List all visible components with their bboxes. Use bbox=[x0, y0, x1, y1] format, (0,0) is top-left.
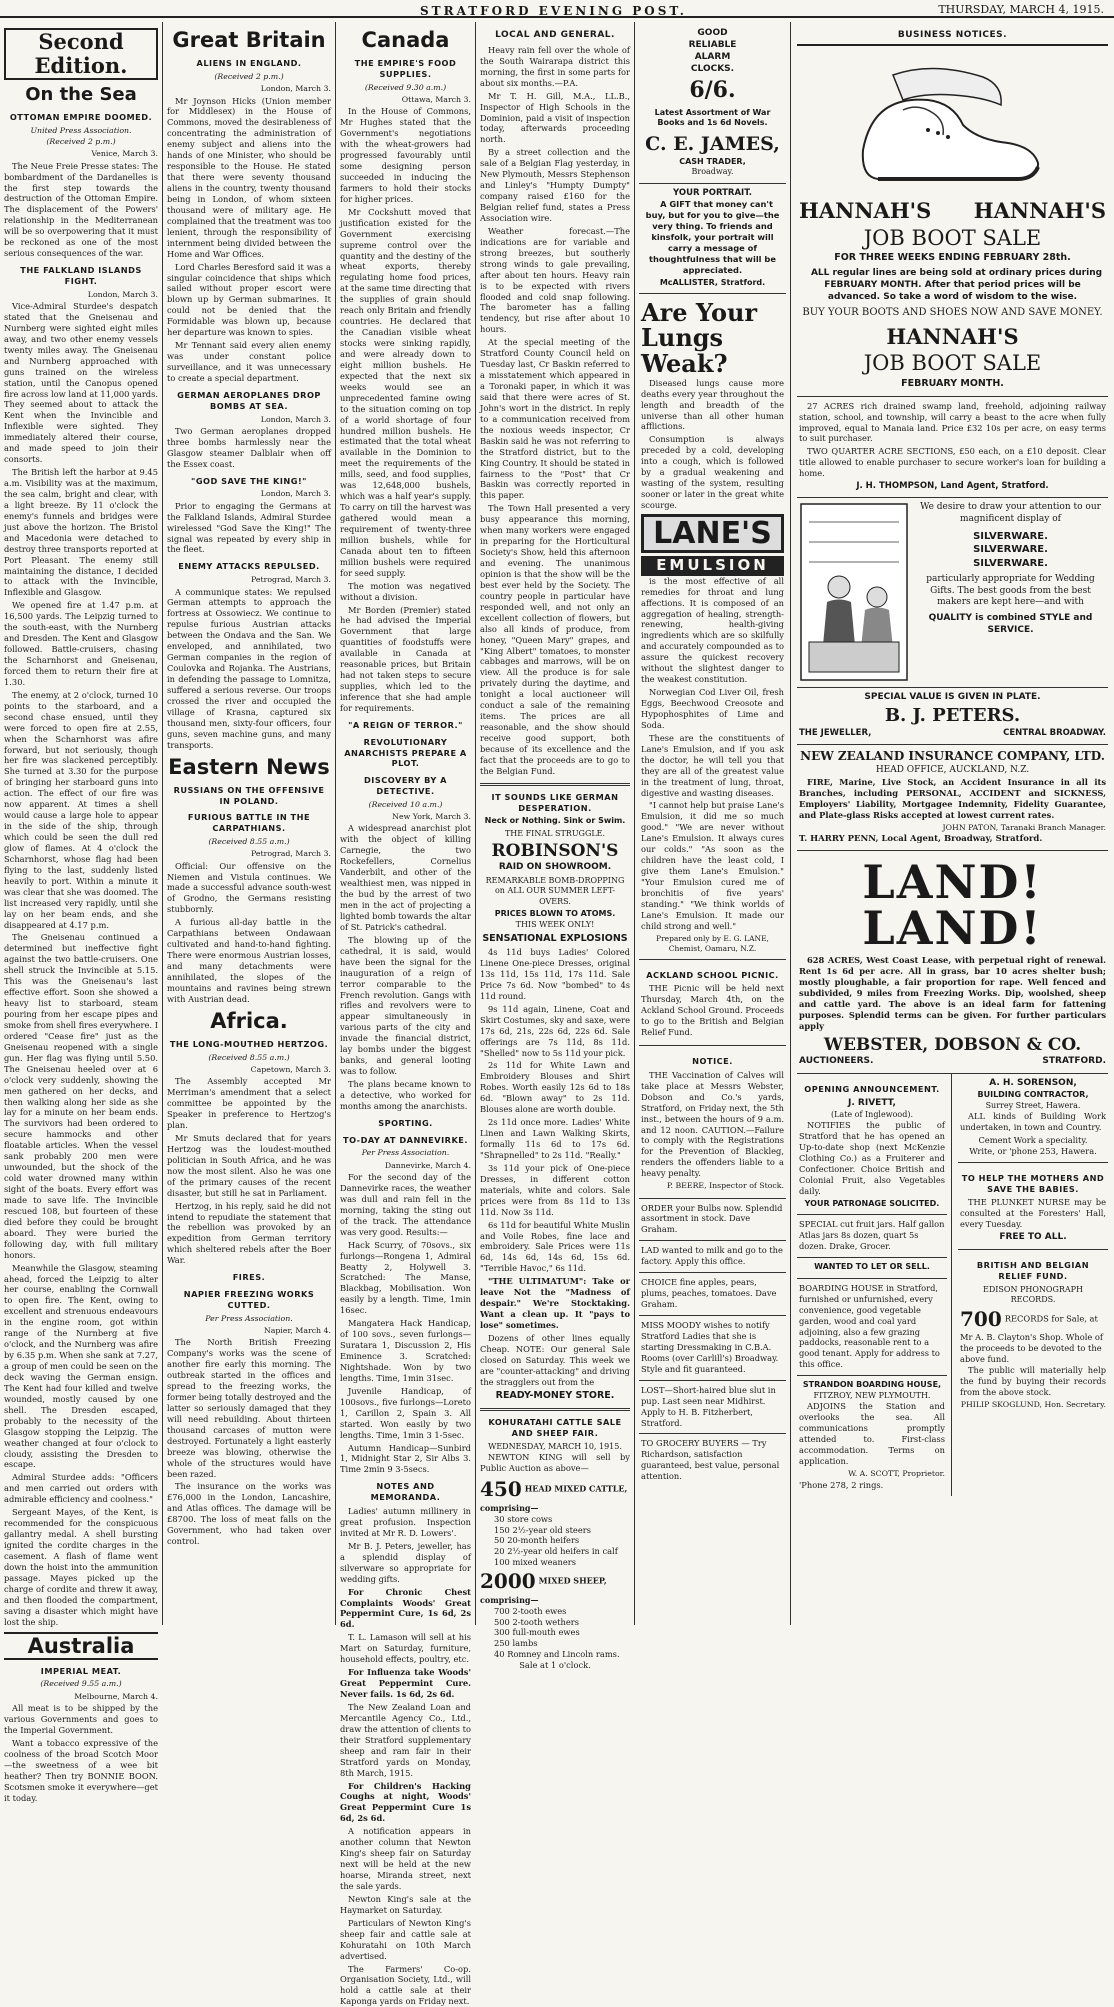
store-name-row bbox=[799, 197, 1106, 225]
ad-body: TWO QUARTER ACRE SECTIONS, £50 each, on a £10 deposit. Clear title allowed to enable purchaser to secure worker's loan for building a home. bbox=[799, 446, 1106, 479]
lanes-emulsion-advertisement bbox=[639, 294, 786, 959]
received-time: (Received 10 a.m.) bbox=[368, 799, 443, 809]
ad-line: PRICES BLOWN TO ATOMS. bbox=[494, 909, 616, 919]
ad-signature: T. HARRY PENN, Local Agent, Broadway, Stratford. bbox=[799, 833, 1043, 844]
article-paragraph: Mr Borden (Premier) stated he had advised the Imperial Government that large quantities of foodstuffs were available in Canada at reasonable prices, but Britain had not taken steps to secure supplies, which led to the inference that she had ample for requirements. bbox=[340, 604, 471, 713]
article-paragraph: Mr Joynson Hicks (Union member for Middlesex) in the House of Commons, moved the desirableness of concentrating the administration of enemy subject and aliens into the hands of one Minister, who should be responsible to the House. He stated that there were seventy thousand aliens in the country, twenty thousand being in London, of whom sixteen thousand were of military age. He complained that the treatment was too lenient, through the responsibility of internment being divided between the Home and War Offices. bbox=[167, 95, 331, 259]
article-paragraph: Prior to engaging the Germans at the Falkland Islands, Admiral Sturdee wirelessed "God Save the King!" The signal was repeated by every ship in the fleet. bbox=[167, 500, 331, 555]
received-time: (Received 8.55 a.m.) bbox=[208, 837, 290, 847]
divider bbox=[480, 1408, 630, 1411]
auctioneer-name: WEBSTER, DOBSON & CO. bbox=[823, 1034, 1082, 1055]
trader-name: C. E. JAMES, bbox=[645, 132, 780, 155]
article-paragraph: Mr B. J. Peters, jeweller, has a splendid display of silverware so appropriate for wedding gifts. bbox=[340, 1540, 471, 1584]
article-paragraph: The Gneisenau continued a determined but ineffective fight against the two battle-cruisers. One shell struck the Invincible at 5.15. This was the Gneisenau's last effective effort. Soon she showed a heavy list to starboard, steam pouring from her escape pipes and smoke from shell fires everywhere. I ordered "Cease fire" just as the Gneisenau reopened with a single gun. Her flag was flying until 5.50. The Gneisenau heeled over at 6 o'clock very suddenly, showing the men gathered on her decks, and then walking along her side as she lay for a minute on her beam ends. The survivors had been ordered to secure hammocks and other floatable articles. When the vessel sank probably 200 men were unwounded, but the shock of the cold water drowned many within sight of the boats. Every effort was made to save life. The Invincible rescued 108, but fourteen of these died before they could be brought aboard. They were buried the following day, with full military honors. bbox=[4, 932, 158, 1260]
article-paragraph: Ladies' autumn millinery in great profusion. Inspection invited at Mr R. D. Lowers'. bbox=[340, 1506, 471, 1538]
column-ads-center bbox=[635, 22, 790, 1625]
ad-line: Surrey Street, Hawera. bbox=[985, 1100, 1081, 1110]
ad-line: BUY YOUR BOOTS AND SHOES NOW AND SAVE MONEY. bbox=[802, 307, 1103, 319]
ad-body: Cement Work a speciality. bbox=[978, 1134, 1088, 1145]
dateline: London, March 3. bbox=[87, 289, 158, 299]
ad-heading: LAND! LAND! bbox=[862, 855, 1043, 956]
ad-signature: PHILIP SKOGLUND, Hon. Secretary. bbox=[960, 1399, 1106, 1409]
article-paragraph: Mr T. H. Gill, M.A., LL.B., Inspector of High Schools in the Dominion, paid a visit of inspection today, afterwards proceeding north. bbox=[480, 90, 630, 145]
article-paragraph: All meat is to be shipped by the various Governments and goes to the Imperial Government. bbox=[4, 1703, 158, 1735]
ad-body: ALL regular lines are being sold at ordinary prices during FEBRUARY MONTH. After that period prices will be advanced. So take a word of wisdom to the wise. bbox=[810, 267, 1103, 302]
ad-item: NEWTON KING will sell by Public Auction as above— bbox=[480, 1452, 630, 1474]
received-time: (Received 2 p.m.) bbox=[46, 137, 116, 147]
ad-line: CASH TRADER, bbox=[679, 156, 746, 166]
ad-body: ADJOINS the Station and overlooks the sea. All communications promptly attended to. First-class accommodation. Terms on application. bbox=[799, 1401, 945, 1467]
article-paragraph: Autumn Handicap—Sunbird 1, Midnight Star 2, Sir Albs 3. Time 2min 9 3-5secs. bbox=[340, 1442, 471, 1475]
ad-signature: W. A. SCOTT, Proprietor. bbox=[848, 1469, 945, 1479]
article-paragraph: Want a tobacco expressive of the coolness of the broad Scotch Moor—the sweetness of a wee bit heather? Then try BONNIE BOON. Scotsmen smoke it everywhere—get it today. bbox=[4, 1737, 158, 1803]
ad-body: THE PLUNKET NURSE may be consulted at the Foresters' Hall, every Tuesday. bbox=[960, 1197, 1106, 1230]
agency-line: Per Press Association. bbox=[361, 1148, 450, 1158]
ad-line: READY-MONEY STORE. bbox=[495, 1389, 615, 1401]
article-headline: IMPERIAL MEAT. bbox=[40, 1665, 122, 1676]
plunket-advertisement bbox=[958, 1163, 1108, 1250]
ad-line: 'Phone 278, 2 rings. bbox=[799, 1480, 884, 1491]
article-headline: ENEMY ATTACKS REPULSED. bbox=[178, 561, 320, 572]
ad-subheading: FOR THREE WEEKS ENDING FEBRUARY 28th. bbox=[834, 252, 1071, 264]
ad-line: FREE TO ALL. bbox=[999, 1232, 1067, 1243]
auctioneer-row bbox=[799, 1056, 1106, 1068]
article-paragraph: A widespread anarchist plot with the object of killing Carnegie, the two Rockefellers, Cornelius Vanderbilt, and other of the wealthiest men, was nipped in the bud by the arrest of two men in the act of projecting a lighted bomb towards the altar of St. Patrick's cathedral. bbox=[340, 823, 471, 932]
article-paragraph: The plans became known to a detective, who worked for months among the anarchists. bbox=[340, 1079, 471, 1111]
article-paragraph: Juvenile Handicap, of 100sovs., five furlongs—Loreto 1, Carillon 2, Spain 3. All started. Won easily by two lengths. Time, 1min 3 1-5sec. bbox=[340, 1385, 471, 1440]
column-war-sea bbox=[0, 22, 162, 1803]
article-paragraph: A furious all-day battle in the Carpathians between Ondawaan cultivated and hand-to-hand fighting. There were enormous Austrian losses, and many detachments were annihilated, the slopes of the mountains and ravines being strewn with Austrian dead. bbox=[167, 917, 331, 1004]
ad-line: CENTRAL BROADWAY. bbox=[1003, 728, 1106, 739]
article-paragraph: T. L. Lamason will sell at his Mart on Saturday, furniture, household effects, poultry, etc. bbox=[340, 1632, 471, 1665]
section-heading: Africa. bbox=[210, 1008, 288, 1033]
jeweller-address-row bbox=[799, 728, 1106, 739]
article-paragraph: The British left the harbor at 9.45 a.m. Visibility was at the maximum, the sea calm, bright and clear, with a light breeze. By 11 o'clock the enemy's funnels and bridges were just above the horizon. The Bristol and Macedonia were detached to destroy three transports reported at Port Pleasant. The enemy still maintaining the distance, I decided to attack with the Invincible, Inflexible and Glasgow. bbox=[4, 467, 158, 598]
ad-heading: STRANDON BOARDING HOUSE, bbox=[802, 1380, 942, 1390]
ad-line: BUILDING CONTRACTOR, bbox=[977, 1089, 1089, 1099]
ad-heading: JOB BOOT SALE bbox=[863, 225, 1042, 250]
section-heading: Australia bbox=[4, 1632, 158, 1660]
column-local bbox=[476, 22, 634, 1671]
article-paragraph: Lord Charles Beresford said it was a singular coincidence that ships which sailed without proper escort were blown up by German submarines. It could not be denied that the Formidable was blown up, because her departure was known to spies. bbox=[167, 261, 331, 338]
article-headline: "A REIGN OF TERROR." bbox=[348, 719, 463, 730]
article-paragraph: Mangatera Hack Handicap, of 100 sovs., seven furlongs—Suratara 1, Discussion 2, His Eminence 3. Scratched: Nightshade. Won by two lengths. Time, 1min 31sec. bbox=[340, 1318, 471, 1383]
article-paragraph: Sergeant Mayes, of the Kent, is recommended for the conspicuous gallantry medal. A shell bursting ignited the cordite charges in the casement. A flash of flame went down the hoist into the ammunition passage. Mayes picked up the charge of cordite and threw it away, and then flooded the compartment, saving a disaster which might have lost the ship. bbox=[4, 1507, 158, 1627]
sheep-list: 700 2-tooth ewes 500 2-tooth wethers 300 full-mouth ewes 250 lambs 40 Romney and Lincoln rams. bbox=[494, 1605, 620, 1660]
shop-owner: J. RIVETT, bbox=[848, 1097, 896, 1108]
newspaper-title: STRATFORD EVENING POST. bbox=[420, 4, 687, 18]
ad-line: RAID ON SHOWROOM. bbox=[498, 861, 612, 872]
section-heading: BUSINESS NOTICES. bbox=[797, 30, 1108, 46]
store-name: HANNAH'S bbox=[973, 197, 1106, 223]
ad-heading: YOUR PORTRAIT. bbox=[673, 187, 752, 198]
ad-signature: JOHN PATON, Taranaki Branch Manager. bbox=[942, 822, 1106, 832]
ad-footer: Prepared only by E. G. LANE, Chemist, Oamaru, N.Z. bbox=[656, 933, 769, 953]
ad-line: Neck or Nothing. Sink or Swim. bbox=[484, 816, 626, 826]
classified-ad: BOARDING HOUSE in Stratford, furnished or unfurnished, every convenience, good vegetable garden, wood and coal yard adjoining, also a few grazing paddocks, reasonable rent to a good tenant. Apply for address to this office. bbox=[797, 1279, 947, 1377]
section-heading: On the Sea bbox=[25, 84, 137, 106]
boot-illustration bbox=[833, 55, 1073, 195]
article-paragraph: For Chronic Chest Complaints Woods' Great Peppermint Cure, 1s 6d, 2s 6d. bbox=[340, 1586, 471, 1630]
studio-name: McALLISTER, Stratford. bbox=[659, 277, 766, 287]
ad-line: Latest Assortment of War Books and 1s 6d Novels. bbox=[654, 107, 771, 128]
article-paragraph: For the second day of the Dannevirke races, the weather was dull and rain fell in the morning, taking the sting out of the track. The attendance was very good. Results:— bbox=[340, 1172, 471, 1237]
article-paragraph: Official: Our offensive on the Niemen and Vistula continues. We made a successful advance south-west of Grodno, the Germans resisting stubbornly. bbox=[167, 860, 331, 915]
article-paragraph: Hack Scurry, of 70sovs., six furlongs—Rongena 1, Admiral Beatty 2, Holywell 3. Scratched: The Manse, Blackbag, Mobilisation. Won easily by a length. Time, 1min 16sec. bbox=[340, 1239, 471, 1316]
article-headline: OTTOMAN EMPIRE DOOMED. bbox=[9, 111, 153, 122]
ad-line: QUALITY is combined STYLE and SERVICE. bbox=[928, 613, 1093, 636]
article-paragraph: We opened fire at 1.47 p.m. at 16,500 yards. The Leipzig turned to the south-east, with the Nurnberg and Dresden. The Kent and Glasgow followed. Battle-cruisers, chasing the Scharnhorst and Gneisenau, forced them to return their fire at 1.30. bbox=[4, 600, 158, 687]
article-headline: ALIENS IN ENGLAND. bbox=[196, 58, 302, 69]
ad-line: Broadway. bbox=[691, 167, 734, 177]
ad-line: ALARM bbox=[694, 51, 731, 62]
article-paragraph: A notification appears in another column that Newton King's sheep fair on Saturday next will be held at the new hoarse, Miranda street, next the sale yards. bbox=[340, 1826, 471, 1891]
shop-illustration bbox=[799, 502, 909, 682]
ad-body: Norwegian Cod Liver Oil, fresh Eggs, Beechwood Creosote and Hypophosphites of Lime and Soda. bbox=[641, 687, 784, 730]
article-headline: FIRES. bbox=[232, 1272, 266, 1283]
received-time: (Received 9.55 a.m.) bbox=[40, 1679, 122, 1689]
ad-line: Sale at 1 o'clock. bbox=[519, 1660, 591, 1671]
section-heading: Great Britain bbox=[172, 28, 326, 52]
ad-item: 2s 11d once more. Ladies' White Linen and Lawn Walking Skirts, formally 11s 6d to 17s 6d. "Shrapnelled" to 2s 11d. "Really." bbox=[480, 1117, 630, 1160]
column-britain bbox=[163, 22, 335, 1625]
article-paragraph: A communique states: We repulsed German attempts to approach the fortress at Ossowiecz. We continue to repulse furious Austrian attacks between the Ondava and the San. We enveloped, and annihilated, two German companies in the region of Coulovka and Rojanka. The Austrians, in defending the passage to Lomnitza, suffered a serious reverse. Our troops crossed the river and occupied the village of Krasna, captured six thousand men, sixty-four officers, four guns, seven machine guns, and many transports. bbox=[167, 586, 331, 750]
record-count: 700 bbox=[960, 1306, 1002, 1331]
ad-body: 27 ACRES rich drained swamp land, freehold, adjoining railway station, school, and township, will carry a beast to the acre when fully improved, equal to Manaia land. Price £32 10s per acre, on easy terms to suit purchaser. bbox=[799, 400, 1106, 444]
article-paragraph: Mr Cockshutt moved that justification existed for the Government exercising supreme control over the quantity and the destiny of the wheat exports, thereby regulating home food prices, at the same time directing that the supplies of grain should reach only Britain and friendly countries. He declared that the Canadian visible wheat stocks were sinking rapidly, and were already down to eight million bushels. He expected that the next six weeks would see an unprecedented famine owing to the situation coming on top of a world shortage of four hundred million bushels. He estimated that the total wheat available in the Dominion to meet the requirements of the mills, seed, and food supplies, was 12,648,000 bushels, which was a half year's supply. To carry on till the harvest was gathered would mean a requirement of twenty-three million bushels, while for Canada about ten to fifteen million bushels were required for seed supply. bbox=[340, 206, 471, 578]
article-paragraph: By a street collection and the sale of a Belgian Flag yesterday, in New Plymouth, Messrs Stephenson and Linley's "Humpty Dumpty" company raised £160 for the Belgian relief fund, states a Press Association wire. bbox=[480, 147, 630, 223]
boarding-house-advertisement bbox=[797, 1376, 947, 1496]
dateline: Capetown, March 3. bbox=[250, 1065, 331, 1075]
ad-heading: TO HELP THE MOTHERS AND SAVE THE BABIES. bbox=[961, 1172, 1105, 1194]
vaccination-notice bbox=[639, 1046, 786, 1198]
classified-ad: TO GROCERY BUYERS — Try Richardson, satisfaction guaranteed, best value, personal attention. bbox=[641, 1438, 780, 1482]
bottom-ads-split bbox=[797, 1074, 1108, 1496]
kohuratahi-sale-advertisement bbox=[480, 1417, 630, 1671]
dateline: Dannevirke, March 4. bbox=[384, 1160, 471, 1170]
article-paragraph: The motion was negatived without a division. bbox=[340, 580, 471, 602]
column-canada bbox=[336, 22, 475, 2007]
jeweller-advertisement bbox=[797, 498, 1108, 688]
ad-line: SILVERWARE. bbox=[973, 531, 1048, 543]
ad-body: NOTIFIES the public of Stratford that he has opened an Up-to-date shop (next McKenzie Clothing Co.) as a Fruiterer and Confectioner. Choice British and Colonial Fruit, also Vegetables daily. bbox=[799, 1120, 945, 1196]
ad-body: We desire to draw your attention to our magnificent display of bbox=[920, 502, 1101, 525]
dateline: Venice, March 3. bbox=[91, 149, 158, 159]
bottom-ads-left bbox=[797, 1074, 952, 1496]
sheep-count: 2000 bbox=[480, 1569, 536, 1594]
ad-body: "I cannot help but praise Lane's Emulsion, it did me so much good." "We are never without Lane's Emulsion. It always cures our colds." "As soon as the children have the least cold, I give them Lane's Emulsion." "Your Emulsion cured me of bronchitis of five years' standing." "We think worlds of Lane's Emulsion. It made our child strong and well." bbox=[641, 800, 784, 931]
ad-item: 2s 11d for White Lawn and Embroidery Blouses and Shirt Robes. Worth easily 12s 6d to 18s 6d. "Blown away" to 2s 11d. Blouses alone are worth double. bbox=[480, 1060, 630, 1115]
article-paragraph: The New Zealand Loan and Mercantile Agency Co., Ltd., draw the attention of clients to their Stratford supplementary sheep and ram fair in their Stratford yards on Monday, 8th March, 1915. bbox=[340, 1701, 471, 1778]
divider bbox=[480, 783, 630, 786]
ad-body: Diseased lungs cause more deaths every year throughout the length and breadth of the universe than all other human afflictions. bbox=[641, 377, 784, 432]
article-headline: SPORTING. bbox=[378, 1117, 433, 1128]
ad-line: GOOD bbox=[697, 28, 728, 38]
land-sale-advertisement bbox=[797, 851, 1108, 1074]
ad-item: 6s 11d for beautiful White Muslin and Voile Robes, fine lace and embroidery. Sale Prices were 11s 6d, 14s 6d, 14s 6d, 15s 6d. "Terrible Havoc," 6s 11d. bbox=[480, 1219, 630, 1274]
classified-ad: MISS MOODY wishes to notify Stratford Ladies that she is starting Dressmaking in C.B.A. Rooms (over Carlill's) Broadway. Style and fit guaranteed. bbox=[639, 1316, 786, 1381]
ad-body: The public will materially help the fund by buying their records from the above stock. bbox=[960, 1365, 1106, 1397]
ad-body: ALL kinds of Building Work undertaken, in town and Country. bbox=[960, 1111, 1106, 1132]
ad-body: These are the constituents of Lane's Emulsion, and if you ask the doctor, he will tell you that they are all of the greatest value in the treatment of lung, throat, digestive and wasting diseases. bbox=[641, 732, 784, 798]
ad-heading: JOB BOOT SALE bbox=[863, 351, 1042, 376]
ad-signature: P. BEERE, Inspector of Stock. bbox=[666, 1181, 784, 1191]
received-time: (Received 2 p.m.) bbox=[214, 71, 284, 81]
article-paragraph: Weather forecast.—The indications are for variable and strong breezes, but southerly strong winds to gale prevailing, after about ten hours. Heavy rain is to be expected with rivers flooded and cold snap following. The barometer has a falling tendency, but rise after about 10 hours. bbox=[480, 225, 630, 335]
ad-body: RECORDS for Sale, at Mr A. B. Clayton's Shop. Whole of the proceeds to be devoted to the above fund. bbox=[960, 1313, 1103, 1365]
section-heading: Canada bbox=[361, 28, 450, 52]
ad-line: MIXED SHEEP, comprising— bbox=[480, 1575, 607, 1605]
ad-line: THE JEWELLER, bbox=[799, 728, 872, 739]
contractor-name: A. H. SORENSON, bbox=[989, 1078, 1077, 1089]
relief-fund-advertisement bbox=[958, 1250, 1108, 1416]
ad-line: FITZROY, NEW PLYMOUTH. bbox=[813, 1390, 931, 1400]
article-headline: REVOLUTIONARY ANARCHISTS PREPARE A PLOT. bbox=[344, 736, 467, 769]
masthead bbox=[0, 0, 1114, 18]
ad-line: (Late of Inglewood). bbox=[830, 1109, 913, 1119]
article-headline: THE EMPIRE'S FOOD SUPPLIES. bbox=[354, 58, 457, 79]
ad-line: YOUR PATRONAGE SOLICITED. bbox=[804, 1198, 940, 1208]
classified-ad: SPECIAL cut fruit jars. Half gallon Atlas jars 8s dozen, quart 5s dozen. Drake, Grocer. bbox=[797, 1215, 947, 1258]
ad-body: THE Picnic will be held next Thursday, March 4th, on the Ackland School Ground. Proceeds to go to the British and Belgian Relief Fund. bbox=[641, 983, 784, 1038]
article-paragraph: Meanwhile the Glasgow, steaming ahead, forced the Leipzig to alter her course, enabling the Cornwall to open fire. The Kent, owing to excellent and strenuous endeavours in the engine room, got within range of the Nurnberg at five o'clock, and the Nurnberg was afire by 6.35 p.m. When she sank at 7.27, a group of men could be seen on the deck waving the German ensign. The Kent had four killed and twelve wounded, mostly caused by one shell. The Dresden escaped, probably to the necessity of the Glasgow stopping the Leipzig. The weather changed at four o'clock to cloudy, assisting the Dresden to escape. bbox=[4, 1262, 158, 1470]
company-name: NEW ZEALAND INSURANCE COMPANY, LTD. bbox=[800, 749, 1105, 764]
article-headline: NOTES AND MEMORANDA. bbox=[370, 1481, 441, 1503]
ad-line: SPECIAL VALUE IS GIVEN IN PLATE. bbox=[864, 692, 1041, 703]
brand-logo: EMULSION bbox=[641, 556, 784, 576]
ad-line: SENSATIONAL EXPLOSIONS bbox=[482, 932, 628, 944]
article-headline: RUSSIANS ON THE OFFENSIVE IN POLAND. bbox=[173, 784, 325, 806]
article-headline: "GOD SAVE THE KING!" bbox=[191, 475, 307, 486]
ad-item: Dozens of other lines equally Cheap. NOTE: Our general Sale closed on Saturday. This week we are "counter-attacking" and driving the stragglers out from the bbox=[480, 1332, 630, 1387]
ad-line: SILVERWARE. bbox=[973, 557, 1048, 569]
article-headline: THE LONG-MOUTHED HERTZOG. bbox=[169, 1038, 329, 1049]
ad-body: Write, or 'phone 253, Hawera. bbox=[969, 1145, 1097, 1156]
article-headline: FURIOUS BATTLE IN THE CARPATHIANS. bbox=[187, 812, 311, 834]
dateline: London, March 3. bbox=[260, 489, 331, 499]
article-paragraph: The Neue Freie Presse states: The bombardment of the Dardanelles is the first step towards the destruction of the Ottoman Empire. The displacement of the Powers' relationship in the Mediterranean will be so overpowering that it must be reckoned as one of the most serious consequences of the war. bbox=[4, 160, 158, 259]
article-paragraph: The Farmers' Co-op. Organisation Society, Ltd., will hold a cattle sale at their Kaponga yards on Friday next. bbox=[340, 1963, 471, 2007]
ad-heading: IT SOUNDS LIKE GERMAN DESPERATION. bbox=[491, 791, 619, 813]
ad-body: Consumption is always preceded by a cold, developing into a cough, which is followed by a gradual weakening and wasting of the system, resulting sooner or later in the great white scourge. bbox=[641, 434, 784, 510]
dateline: Melbourne, March 4. bbox=[74, 1691, 158, 1701]
cattle-count: 450 bbox=[480, 1477, 522, 1502]
article-paragraph: Vice-Admiral Sturdee's despatch stated that the Gneisenau and Nurnberg were sighted eight miles away, and two other enemy vessels twenty miles away. The Gneisenau and Nurnberg approached with guns trained on the wireless station, until the Canopus opened fire across low land at 11,000 yards. They seemed about to attack the Kent when the Invincible and Inflexible were sighted. They immediately altered their course, and made speed to join their consorts. bbox=[4, 301, 158, 465]
clock-price: 6/6. bbox=[689, 76, 736, 103]
ad-body: particularly appropriate for Wedding Gifts. The best goods from the best makers are kept here—and with bbox=[926, 573, 1095, 608]
article-paragraph: Mr Smuts declared that for years Hertzog was the loudest-mouthed politician in South Africa, and he was now the most silent. Also he was one of the primary causes of the recent disaster, but still he sat in Parliament. bbox=[167, 1132, 331, 1198]
sale-date: WEDNESDAY, MARCH 10, 1915. bbox=[488, 1441, 622, 1451]
article-paragraph: The blowing up of the cathedral, it is said, would have been the signal for the inauguration of a reign of terror comparable to the French revolution. Gangs with rifles and revolvers were to appear simultaneously in various parts of the city and invade the financial district, lay bombs under the biggest banks, and general looting was to follow. bbox=[340, 934, 471, 1077]
article-paragraph: The enemy, at 2 o'clock, turned 10 points to the starboard, and a second chase ensued, until they were forced to open fire at 2.55, when the Scharnhorst was afire forward, but not seriously, though her fire was slackened perceptibly. She turned at 3.30 for the purpose of bringing her starboard guns into action. The effect of our fire was now apparent. At times a shell would cause a large hole to appear in the side of the ship, through which could be seen the dull red glow of flames. At 4 o'clock the Scharnhorst, whose flag had been flying to the last, suddenly listed heavily to port. Within a minute it was clear that she was doomed. The list increased very rapidly, until she lay on her beam ends, and she disappeared at 4.17 p.m. bbox=[4, 689, 158, 930]
article-paragraph: Particulars of Newton King's sheep fair and cattle sale at Kohuratahi on 10th March advertised. bbox=[340, 1917, 471, 1961]
article-paragraph: Newton King's sale at the Haymarket on Saturday. bbox=[340, 1893, 471, 1915]
jeweller-footer bbox=[797, 688, 1108, 745]
article-paragraph: The Town Hall presented a very busy appearance this morning, when many workers were engaged in preparing for the Horticultural Society's Show, held this afternoon and evening. The unanimous opinion is that the show will be the best ever held by the Society. The country people in particular have responded well, and not only an excellent collection of flowers, but also all kinds of produce, from honey, "Queen Mary" grapes, and "King Albert" tomatoes, to monster cabbages and marrows, will be on view. All the produce is for sale privately during the daytime, and tonight a local auctioneer will conduct a sale of the remaining items. The prices are all reasonable, and the show should receive good support, both because of its excellence and the fact that the proceeds are to go to the Belgian Fund. bbox=[480, 503, 630, 776]
ad-line: STRATFORD. bbox=[1042, 1056, 1106, 1067]
classified-ad: LAD wanted to milk and go to the factory. Apply this office. bbox=[639, 1241, 786, 1273]
issue-date: THURSDAY, MARCH 4, 1915. bbox=[938, 3, 1104, 16]
dateline: Petrograd, March 3. bbox=[250, 849, 331, 859]
classified-ad: LOST—Short-haired blue slut in pup. Last seen near Midhirst. Apply to H. B. Fitzherbert, Stratford. bbox=[639, 1381, 786, 1435]
article-paragraph: For Influenza take Woods' Great Peppermint Cure. Never fails. 1s 6d, 2s 6d. bbox=[340, 1667, 471, 1700]
ad-line: REMARKABLE BOMB-DROPPING on ALL OUR SUMMER LEFT-OVERS. bbox=[485, 875, 625, 906]
dateline: Petrograd, March 3. bbox=[250, 575, 331, 585]
agent-name: J. H. THOMPSON, Land Agent, Stratford. bbox=[856, 481, 1049, 492]
edition-banner: Second Edition. bbox=[4, 28, 158, 80]
article-headline: GERMAN AEROPLANES DROP BOMBS AT SEA. bbox=[177, 389, 321, 411]
ad-heading: OPENING ANNOUNCEMENT. bbox=[804, 1084, 940, 1095]
ad-line: HEAD MIXED CATTLE, comprising— bbox=[480, 1483, 628, 1513]
article-paragraph: The North British Freezing Company's works was the scene of another fire early this morning. The outbreak started in the offices and spread to the freezing works, the former being totally destroyed and the latter so seriously damaged that they will need rebuilding. About thirteen thousand carcases of mutton were destroyed. Fortunately a light easterly breeze was blowing, otherwise the whole of the structures would have been razed. bbox=[167, 1337, 331, 1479]
received-time: (Received 8.55 a.m.) bbox=[208, 1052, 290, 1062]
section-heading: Eastern News bbox=[168, 754, 330, 779]
ad-body: A GIFT that money can't buy, but for you to give—the very thing. To friends and kinsfolk, your portrait will carry a message of thoughtfulness that will be appreciated. bbox=[645, 199, 780, 275]
ad-item: 9s 11d again, Linene, Coat and Skirt Costumes, sky and saxe, were 17s 6d, 21s, 22s 6d, 22s 6d. Sale offerings are 7s 11d, 8s 11d. "Shelled" now to 5s 11d your pick. bbox=[480, 1003, 630, 1058]
article-headline: THE FALKLAND ISLANDS FIGHT. bbox=[20, 265, 142, 286]
ad-body: 628 ACRES, West Coast Lease, with perpetual right of renewal. Rent 1s 6d per acre. All in grass, bar 10 acres shelter bush; mostly ploughable, a fair proportion for rape. Well fenced and subdivided, 9 miles from Freezing Works. Dip, woolshed, sheep and cattle yard. The above is an ideal farm for fattening purposes. Splendid terms can be given. For further particulars apply bbox=[799, 955, 1106, 1031]
article-paragraph: Hertzog, in his reply, said he did not intend to repudiate the statement that the rebellion was provoked by an expedition from German territory which sheltered rebels after the Boer War. bbox=[167, 1200, 331, 1266]
article-paragraph: Mr Tennant said every alien enemy was under constant police surveillance, and it was unnecessary to create a special department. bbox=[167, 340, 331, 383]
article-paragraph: The insurance on the works was £76,000 in the London, Lancashire, and Atlas offices. The damage will be £8700. The loss of meat falls on the Government, who had taken over control. bbox=[167, 1481, 331, 1547]
ad-item: 3s 11d your pick of One-piece Dresses, in different cotton materials, white and colors. Sale prices were from 8s 11d to 13s 11d. Now 3s 11d. bbox=[480, 1162, 630, 1217]
store-name: HANNAH'S bbox=[886, 323, 1019, 349]
ad-item: "THE ULTIMATUM": Take or leave Not the "Madness of despair." We're Stocktaking. Want a clean up. It "pays to lose" sometimes. bbox=[480, 1276, 630, 1331]
robinsons-advertisement bbox=[480, 792, 630, 1402]
ad-heading: Are Your Lungs Weak? bbox=[641, 298, 758, 378]
sorenson-advertisement bbox=[958, 1074, 1108, 1163]
jeweller-name: B. J. PETERS. bbox=[884, 705, 1021, 727]
article-paragraph: In the House of Commons, Mr Hughes stated that the Government's negotiations with the wheat-growers had progressed favourably until some designing person succeeded in inducing the farmers to hold their stocks for higher prices. bbox=[340, 106, 471, 204]
ad-line: CLOCKS. bbox=[690, 63, 735, 74]
dateline: New York, March 3. bbox=[392, 812, 471, 822]
ad-heading: KOHURATAHI CATTLE SALE AND SHEEP FAIR. bbox=[488, 1417, 622, 1438]
article-paragraph: At the special meeting of the Stratford County Council held on Tuesday last, Cr Baskin referred to a misstatement which appeared in a Toronaki paper, in which it was said that there were acres of St. John's wort in the district. In reply to a communication received from the noxious weeds inspector, Cr Baskin said he was not referring to the Stratford district, but to the King Country. It should be stated in fairness to the "Post" that Cr Baskin was correctly reported in this paper. bbox=[480, 337, 630, 501]
ad-heading: BRITISH AND BELGIAN RELIEF FUND. bbox=[976, 1260, 1090, 1281]
article-paragraph: Admiral Sturdee adds: "Officers and men carried out orders with admirable efficiency and coolness." bbox=[4, 1472, 158, 1505]
store-name: ROBINSON'S bbox=[491, 840, 619, 861]
store-name: HANNAH'S bbox=[799, 197, 932, 223]
received-time: (Received 9.30 a.m.) bbox=[364, 82, 447, 92]
land-agent-advertisement bbox=[797, 397, 1108, 499]
dateline: Napier, March 4. bbox=[263, 1326, 331, 1335]
ad-heading: NOTICE. bbox=[692, 1056, 733, 1067]
classified-ad: CHOICE fine apples, pears, plums, peaches, tomatoes. Dave Graham. bbox=[639, 1273, 786, 1316]
classified-heading: WANTED TO LET OR SELL. bbox=[797, 1258, 947, 1279]
ad-subheading: FEBRUARY MONTH. bbox=[901, 378, 1004, 390]
article-paragraph: The Assembly accepted Mr Merriman's amendment that a select committee be appointed by the Speaker in preference to Hertzog's plan. bbox=[167, 1076, 331, 1131]
hannahs-advertisement bbox=[797, 49, 1108, 397]
cattle-list: 30 store cows 150 2½-year old steers 50 20-month heifers 20 2½-year old heifers in calf 100 mixed weaners bbox=[494, 1513, 618, 1568]
ad-line: AUCTIONEERS. bbox=[799, 1056, 874, 1067]
classified-ad: ORDER your Bulbs now. Splendid assortment in stock. Dave Graham. bbox=[639, 1199, 786, 1242]
ad-line: SILVERWARE. bbox=[973, 544, 1048, 556]
ad-line: THE FINAL STRUGGLE. bbox=[504, 828, 606, 838]
dateline: London, March 3. bbox=[260, 414, 331, 424]
agency-line: Per Press Association. bbox=[205, 1313, 293, 1323]
insurance-advertisement bbox=[797, 745, 1108, 851]
ad-item: 4s 11d buys Ladies' Colored Linene One-piece Dresses, original 13s 11d, 15s 11d, 17s 11d. Sale Price 7s 6d. Now "bombed" to 4s 11d round. bbox=[480, 947, 630, 1001]
column-business-notices bbox=[791, 22, 1114, 1625]
article-paragraph: Two German aeroplanes dropped three bombs harmlessly near the Glasgow steamer Dalblair when off the Essex coast. bbox=[167, 425, 331, 469]
ad-subheading: HEAD OFFICE, AUCKLAND, N.Z. bbox=[875, 765, 1030, 776]
ad-line: THIS WEEK ONLY! bbox=[515, 920, 595, 929]
brand-logo: LANE'S bbox=[641, 514, 784, 553]
dateline: London, March 3. bbox=[260, 84, 331, 94]
article-headline: NAPIER FREEZING WORKS CUTTED. bbox=[183, 1289, 315, 1310]
article-headline: DISCOVERY BY A DETECTIVE. bbox=[364, 775, 447, 797]
ad-subheading: EDISON PHONOGRAPH RECORDS. bbox=[982, 1284, 1084, 1305]
section-heading: LOCAL AND GENERAL. bbox=[495, 30, 615, 40]
article-headline: TO-DAY AT DANNEVIRKE. bbox=[342, 1134, 469, 1145]
ad-body: THE Vaccination of Calves will take place at Messrs Webster, Dobson and Co.'s yards, Stratford, on Friday next, the 5th inst., between the hours of 9 a.m. and 12 noon. CAUTION.—Failure to comply with the Registrations for the Prevention of Blackleg, renders the offenders liable to a heavy penalty. bbox=[641, 1069, 784, 1179]
ad-heading: ACKLAND SCHOOL PICNIC. bbox=[646, 969, 779, 980]
ad-body: FIRE, Marine, Live Stock, an Accident Insurance in all its Branches, including PERSONAL, ACCIDENT and SICKNESS, Employers' Liability, Mortgagee Indemnity, Fidelity Guarantee, and Plate-glass Risks accepted at lowest current rates. bbox=[799, 776, 1106, 820]
article-paragraph: For Children's Hacking Coughs at night, Woods' Great Peppermint Cure 1s 6d, 2s 6d. bbox=[340, 1780, 471, 1824]
clocks-advertisement bbox=[639, 24, 786, 184]
agency-line: United Press Association. bbox=[30, 125, 132, 135]
ad-body: is the most effective of all remedies for throat and lung affections. It is composed of an aggregation of healing, strength-renewing, health-giving ingredients which are so skilfully and accurately compounded as to assure the quickest recovery without the slightest danger to the weakest constitution. bbox=[641, 575, 784, 685]
ad-line: RELIABLE bbox=[688, 39, 737, 50]
bottom-ads-right bbox=[958, 1074, 1108, 1496]
article-paragraph: Heavy rain fell over the whole of the South Wairarapa district this morning, the first in some parts for about six months.—P.A. bbox=[480, 44, 630, 88]
portrait-advertisement bbox=[639, 184, 786, 294]
dateline: Ottawa, March 3. bbox=[401, 95, 471, 105]
picnic-notice bbox=[639, 960, 786, 1047]
jeweller-text bbox=[915, 502, 1106, 682]
rivett-advertisement bbox=[797, 1074, 947, 1215]
